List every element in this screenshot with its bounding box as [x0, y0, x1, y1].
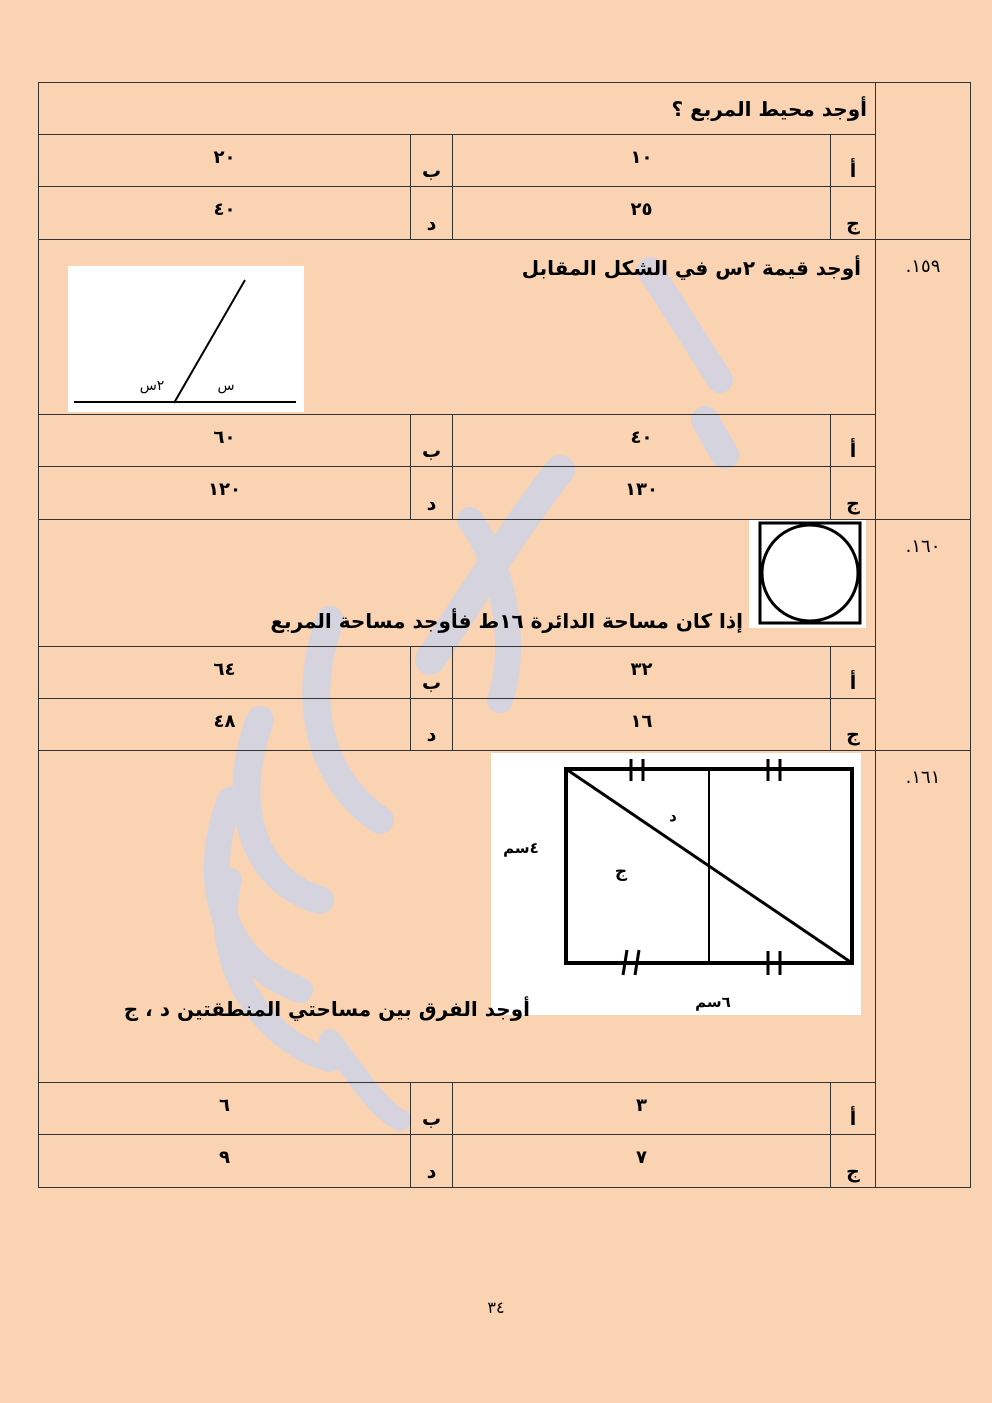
option-letter: ج	[831, 1135, 876, 1188]
option-letter: ب	[411, 135, 453, 187]
option-value: ٦٠	[39, 415, 411, 467]
figure-label-2x: ٢س	[139, 378, 165, 394]
option-letter: د	[411, 699, 453, 751]
figure-label-region-j: ج	[614, 862, 628, 882]
option-letter: ب	[411, 415, 453, 467]
question-number: ١٥٩.	[876, 240, 971, 520]
option-value: ٦٤	[39, 647, 411, 699]
question-number: ١٦١.	[876, 751, 971, 1188]
question-text: أوجد الفرق بين مساحتي المنطقتين د ، ج	[123, 997, 531, 1021]
option-letter: د	[411, 187, 453, 240]
option-value: ١٣٠	[453, 467, 831, 520]
option-value: ٤٨	[39, 699, 411, 751]
question-cell	[39, 520, 876, 647]
question-cell	[39, 751, 876, 1083]
figure-label-x: س	[217, 378, 235, 394]
option-letter: ج	[831, 699, 876, 751]
question-cell	[39, 240, 876, 415]
option-letter: أ	[831, 135, 876, 187]
questions-table	[38, 82, 971, 1188]
option-value: ٧	[453, 1135, 831, 1188]
option-value: ٣	[453, 1083, 831, 1135]
option-letter: أ	[831, 415, 876, 467]
option-letter: ب	[411, 647, 453, 699]
option-letter: د	[411, 467, 453, 520]
option-value: ١٢٠	[39, 467, 411, 520]
angle-figure	[68, 266, 304, 412]
question-number	[876, 83, 971, 240]
question-text: إذا كان مساحة الدائرة ١٦ط فأوجد مساحة المربع	[270, 609, 744, 633]
option-letter: ب	[411, 1083, 453, 1135]
rectangle-regions-figure	[491, 753, 861, 1015]
option-value: ٢٥	[453, 187, 831, 240]
option-value: ٣٢	[453, 647, 831, 699]
option-value: ١٦	[453, 699, 831, 751]
page-number: ٣٤	[487, 1298, 505, 1317]
question-text: أوجد قيمة ٢س في الشكل المقابل	[521, 256, 862, 280]
figure-label-region-d: د	[669, 807, 677, 825]
circle-in-square-figure	[749, 520, 866, 628]
question-number: ١٦٠.	[876, 520, 971, 751]
option-letter: أ	[831, 647, 876, 699]
option-value: ١٠	[453, 135, 831, 187]
figure-label-width: ٦سم	[695, 993, 731, 1011]
option-value: ٦	[39, 1083, 411, 1135]
option-value: ٤٠	[39, 187, 411, 240]
option-letter: د	[411, 1135, 453, 1188]
option-value: ٩	[39, 1135, 411, 1188]
figure-label-height: ٤سم	[503, 839, 539, 857]
option-value: ٢٠	[39, 135, 411, 187]
option-letter: أ	[831, 1083, 876, 1135]
question-text: أوجد محيط المربع ؟	[39, 83, 876, 135]
option-letter: ج	[831, 467, 876, 520]
option-letter: ج	[831, 187, 876, 240]
option-value: ٤٠	[453, 415, 831, 467]
